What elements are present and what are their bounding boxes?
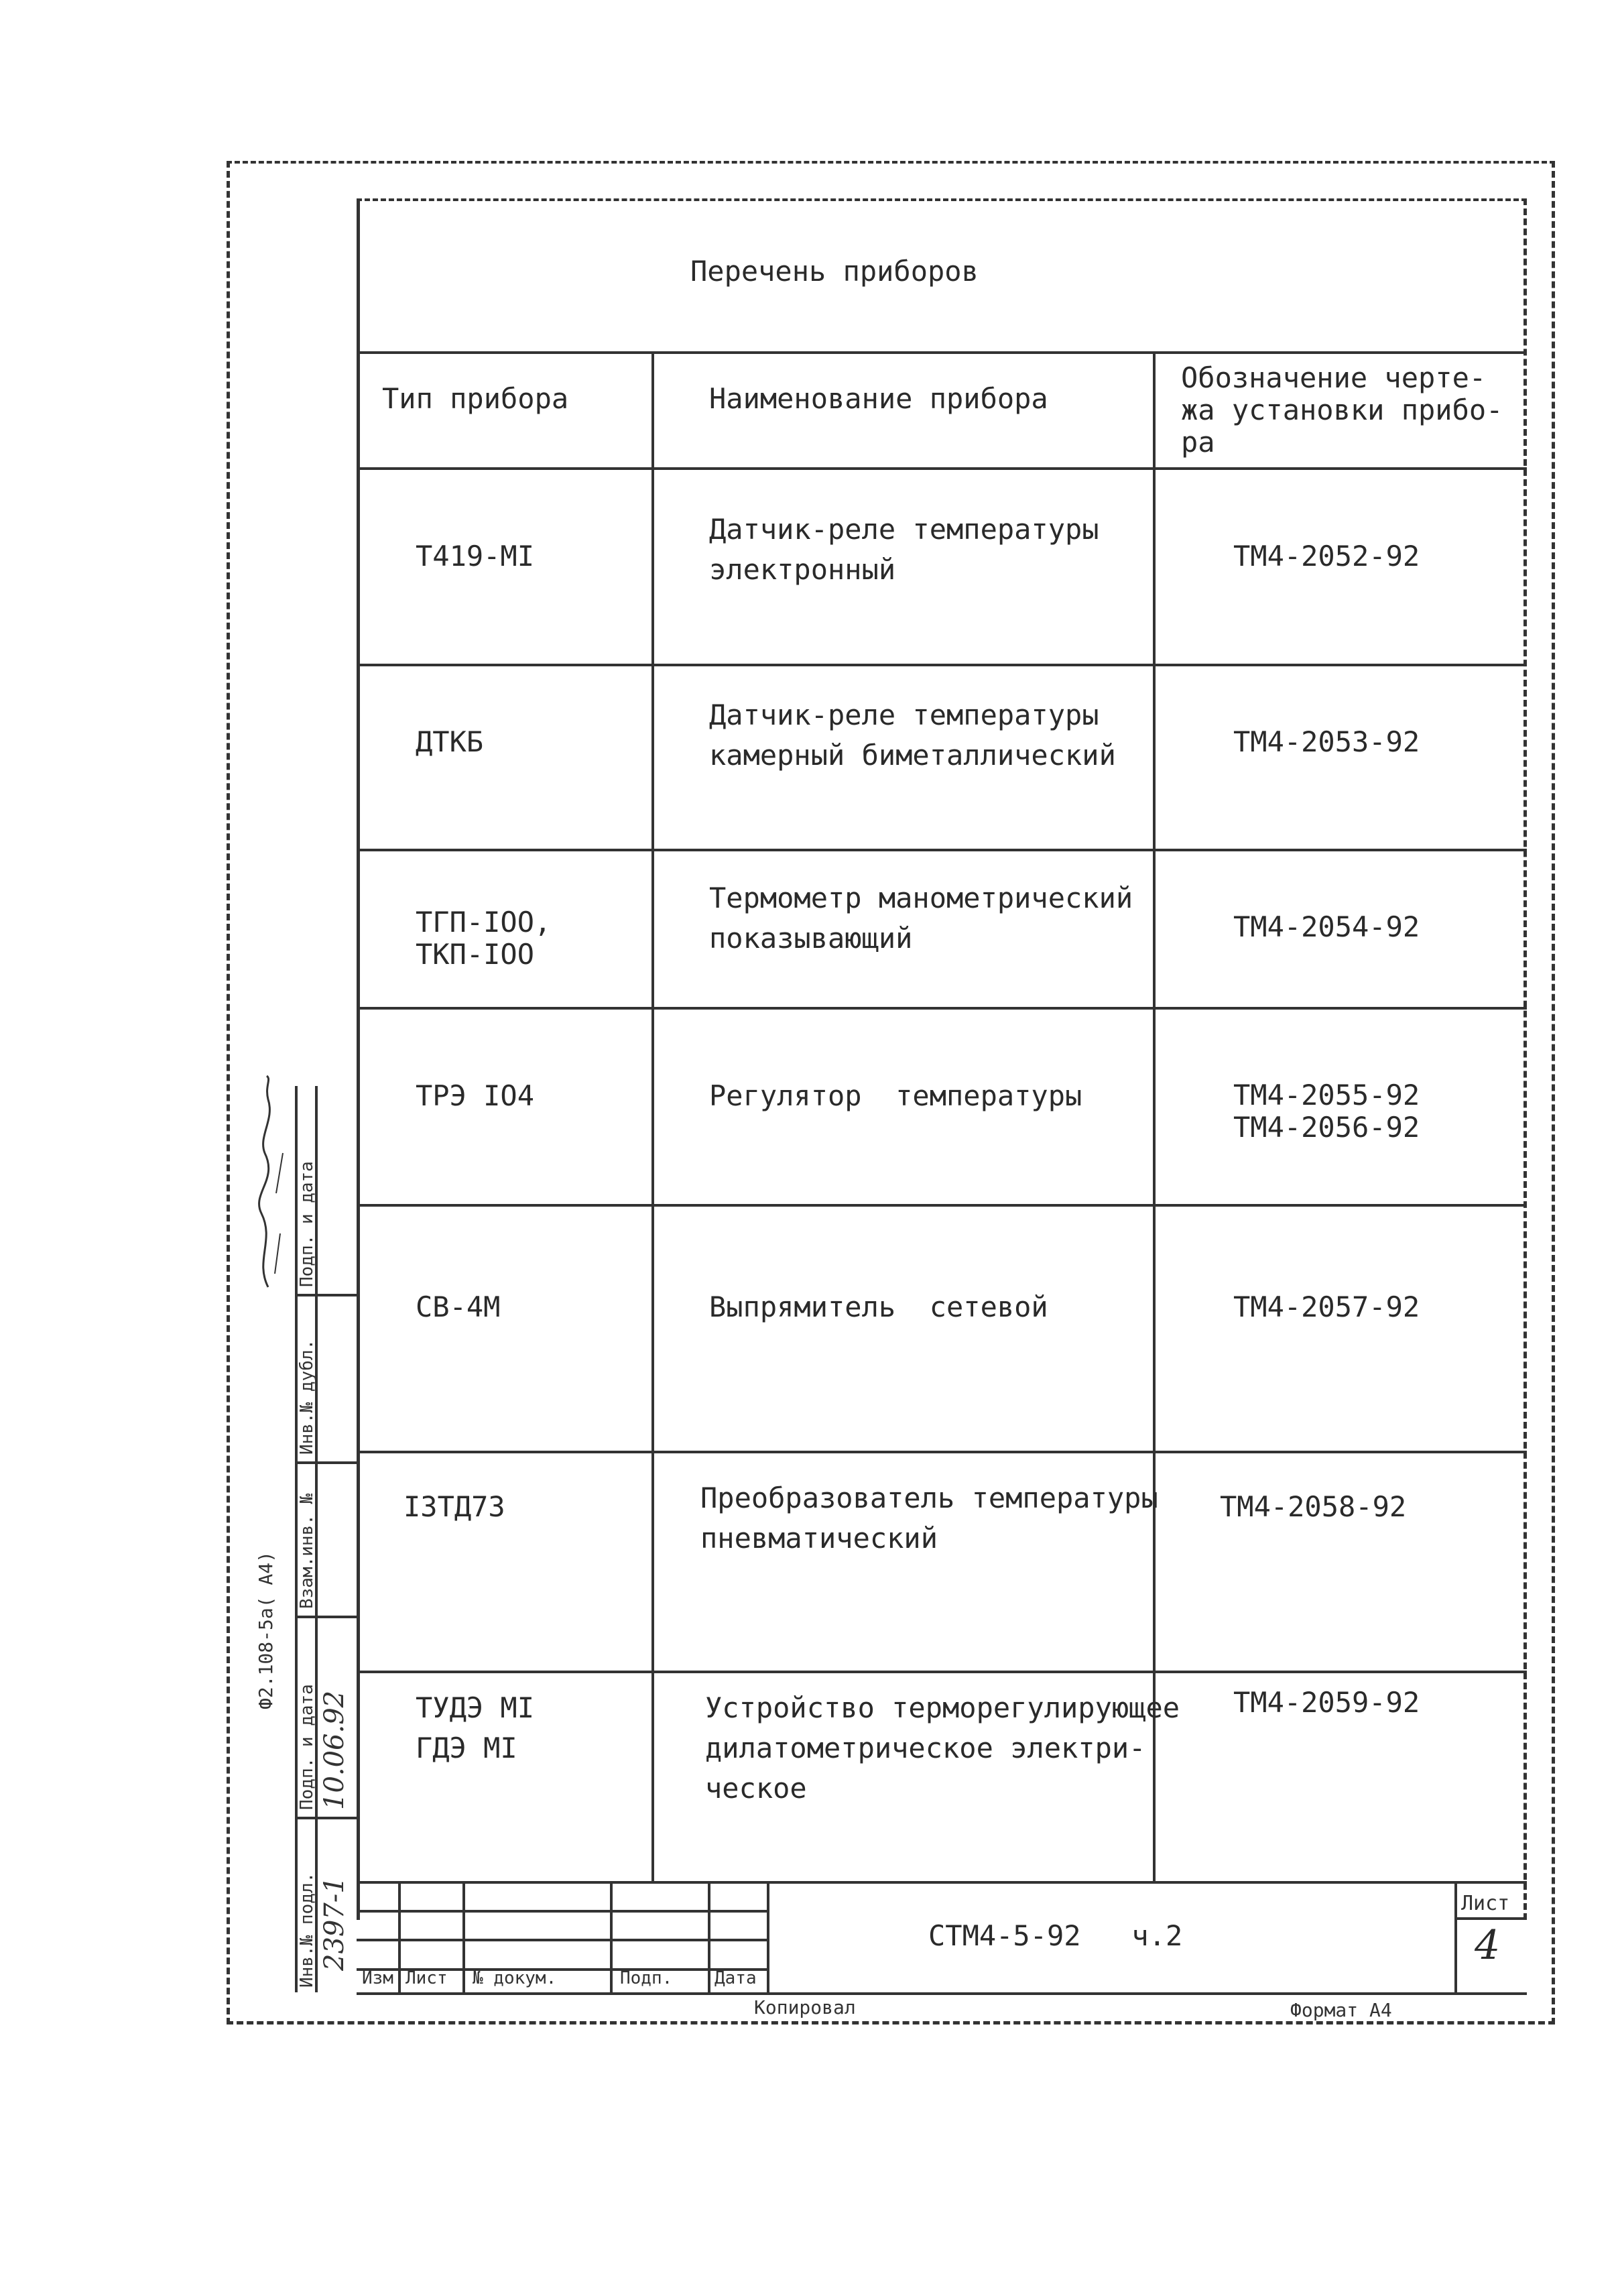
strip-sep-2 (295, 1616, 357, 1618)
stamp-col-3 (610, 1881, 613, 1992)
strip-label-podp-data-2: Подп. и дата (297, 1161, 317, 1287)
signature-scribble (241, 1073, 295, 1294)
row-2-drawing: ТМ4-2053-92 (1233, 725, 1420, 758)
stamp-col-2 (462, 1881, 465, 1992)
row-line-2 (357, 849, 1527, 851)
stamp-sheet-label: Лист (1461, 1892, 1510, 1915)
row-2-type: ДТКБ (416, 725, 484, 758)
table-top-line (357, 351, 1527, 354)
strip-sep-1 (295, 1461, 357, 1464)
col-line-2 (1153, 351, 1156, 1881)
strip-sign-date: 10.06.92 (319, 1690, 350, 1810)
row-4-drawing: ТМ4-2055-92 ТМ4-2056-92 (1233, 1079, 1420, 1144)
document-title: Перечень приборов (690, 255, 979, 288)
row-6-name: Преобразователь температуры пневматический (700, 1482, 1158, 1555)
stamp-col-sheet (1454, 1881, 1457, 1992)
stamp-col-date: Дата (714, 1968, 757, 1988)
row-3-drawing: ТМ4-2054-92 (1233, 910, 1420, 943)
header-name: Наименование прибора (709, 382, 1048, 415)
row-5-name: Выпрямитель сетевой (709, 1290, 1048, 1323)
stamp-bottom-line (357, 1992, 1527, 1995)
col-line-1 (651, 351, 654, 1881)
strip-label-inv-dubl: Инв.№ дубл. (297, 1339, 317, 1455)
row-5-drawing: ТМ4-2057-92 (1233, 1290, 1420, 1323)
header-drawing: Обозначение черте- жа установки прибо- ра (1181, 361, 1503, 459)
strip-form-code: Ф2.108-5а( А4) (255, 1551, 277, 1709)
row-line-6 (357, 1671, 1527, 1673)
row-6-drawing: ТМ4-2058-92 (1220, 1490, 1407, 1523)
row-3-type: ТГП-IОО, ТКП-IОО (416, 906, 552, 971)
row-line-3 (357, 1007, 1527, 1010)
row-line-5 (357, 1451, 1527, 1453)
stamp-sheet-number: 4 (1475, 1922, 1501, 1969)
stamp-top-line (357, 1881, 1527, 1884)
stamp-col-5 (767, 1881, 769, 1992)
stamp-col-sign: Подп. (620, 1968, 673, 1988)
row-3-name: Термометр манометрический показывающий (709, 882, 1133, 955)
row-1-name: Датчик-реле температуры электронный (709, 513, 1099, 586)
row-5-type: СВ-4М (416, 1290, 501, 1323)
row-1-drawing: ТМ4-2052-92 (1233, 540, 1420, 572)
stamp-col-doc: № докум. (473, 1968, 557, 1988)
header-type: Тип прибора (382, 382, 569, 415)
format-label: Формат А4 (1290, 1999, 1392, 2021)
stamp-line-2 (357, 1939, 767, 1941)
row-7-type: ТУДЭ МI ГДЭ МI (416, 1691, 535, 1764)
stamp-line-1 (357, 1910, 767, 1913)
strip-label-inv-podl: Инв.№ подл. (297, 1872, 317, 1988)
stamp-document-code: СТМ4-5-92 ч.2 (928, 1919, 1183, 1952)
stamp-col-4 (708, 1881, 710, 1992)
strip-label-podp-data: Подп. и дата (297, 1684, 317, 1810)
row-6-type: I3ТД73 (403, 1490, 505, 1523)
strip-inv-number: 2397-1 (319, 1876, 350, 1971)
stamp-col-1 (398, 1881, 401, 1992)
row-7-drawing: ТМ4-2059-92 (1233, 1686, 1420, 1719)
row-1-type: Т419-МI (416, 540, 535, 572)
row-4-type: ТРЭ IО4 (416, 1079, 535, 1112)
row-7-name: Устройство терморегулирующее дилатометрическое электри- ческое (705, 1691, 1180, 1805)
strip-label-vzam: Взам.инв. № (297, 1493, 317, 1609)
row-line-4 (357, 1204, 1527, 1207)
strip-sep-3 (295, 1817, 357, 1819)
row-line-1 (357, 664, 1527, 666)
strip-sep-4 (295, 1294, 357, 1296)
copied-label: Копировал (754, 1996, 856, 2018)
row-2-name: Датчик-реле температуры камерный биметаллический (709, 699, 1116, 772)
table-header-line (357, 467, 1527, 470)
stamp-col-izm: Изм (362, 1968, 393, 1988)
row-4-name: Регулятор температуры (709, 1079, 1082, 1112)
stamp-col-list: Лист (406, 1968, 448, 1988)
